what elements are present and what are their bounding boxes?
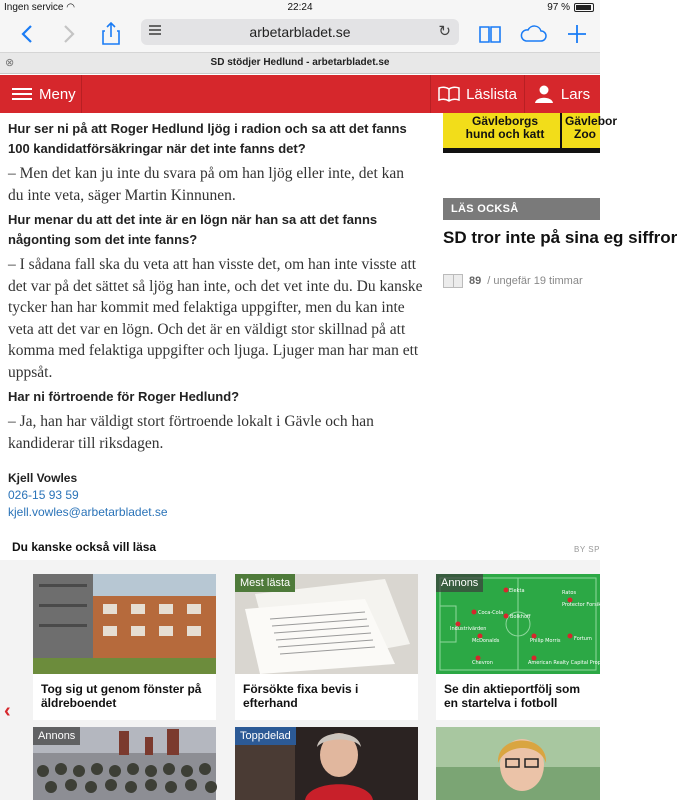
author-email[interactable]: kjell.vowles@arbetarbladet.se: [8, 505, 168, 519]
close-tab-icon[interactable]: ⊗: [5, 57, 15, 69]
read-also-meta: [443, 274, 600, 288]
recommendation-card[interactable]: [235, 574, 418, 720]
bookmarks-button[interactable]: [475, 20, 505, 48]
reader-icon[interactable]: [149, 25, 161, 37]
player-label: McDonalds: [472, 638, 500, 644]
player-label: Elekta: [509, 588, 525, 594]
player-label: Fortum: [574, 636, 592, 642]
recommendations-heading: Du kanske också vill läsa: [12, 540, 157, 554]
cloud-tabs-button[interactable]: [518, 20, 548, 48]
ad-divider: [560, 113, 562, 148]
plus-icon: [567, 24, 587, 44]
ad-text-right: Gävlebor Zoo: [565, 114, 618, 141]
site-header: [0, 75, 600, 113]
readlist-button[interactable]: [430, 75, 524, 113]
battery-percent: 97 %: [547, 2, 570, 13]
player-label: Chevron: [472, 660, 493, 666]
comments-icon: [443, 274, 463, 288]
card-tag: Annons: [436, 574, 483, 592]
book-icon: [478, 24, 502, 44]
share-button[interactable]: [96, 20, 126, 48]
tab-title[interactable]: SD stödjer Hedlund - arbetarbladet.se: [210, 57, 390, 68]
reload-icon[interactable]: ↻: [438, 23, 451, 40]
player-label: Industrivärden: [450, 626, 487, 632]
card-tag: Toppdelad: [235, 727, 296, 745]
player-label: American Realty Capital Properties: [528, 660, 616, 666]
forward-button[interactable]: [54, 20, 84, 48]
ad-text-left: Gävleborgs hund och katt: [465, 114, 545, 141]
card-caption: Se din aktieportfölj som en startelva i fotboll: [444, 682, 581, 710]
read-also-title[interactable]: SD tror inte på sina eg siffror: [443, 228, 677, 247]
recommendation-card[interactable]: [33, 574, 216, 720]
interview-answer: – Ja, han har väldigt stort förtroende lokalt i Gävle och han kandiderar till riksdagen.: [8, 413, 374, 452]
browser-toolbar: [0, 16, 600, 52]
interview-question: Har ni förtroende för Roger Hedlund?: [8, 389, 240, 404]
recommendation-card[interactable]: [33, 727, 216, 800]
player-label: Protector Forsikring: [562, 602, 611, 608]
sidebar-ad-banner[interactable]: [443, 113, 618, 153]
user-button[interactable]: [524, 75, 600, 113]
chevron-left-icon: [21, 24, 33, 44]
battery-icon: [574, 3, 594, 12]
back-button[interactable]: [12, 20, 42, 48]
clock: 22:24: [287, 2, 313, 13]
read-also-time: / ungefär 19 timmar: [487, 275, 583, 287]
user-label: Lars: [560, 85, 591, 103]
menu-label: Meny: [39, 85, 76, 103]
tab-title-bar: [0, 52, 600, 74]
author-name: Kjell Vowles: [8, 471, 78, 485]
menu-button[interactable]: [0, 75, 82, 113]
interview-question: Hur ser ni på att Roger Hedlund ljög i radion och sa att det fanns 100 kandidatförsäkringar när det inte fanns det?: [8, 121, 407, 156]
interview-answer: – Men det kan ju inte du svara på om han ljög eller inte, det kan du inte veta, säger Martin Kinnunen.: [8, 165, 404, 204]
address-bar[interactable]: [141, 19, 459, 45]
recommendation-card[interactable]: [235, 727, 418, 800]
player-label: Philip Morris: [530, 638, 561, 644]
recommendations-grid: [0, 560, 616, 800]
hamburger-icon: [12, 85, 32, 103]
carousel-prev-arrow[interactable]: ‹: [4, 700, 11, 722]
player-label: Bolkhoff: [510, 614, 531, 620]
author-phone[interactable]: 026-15 93 59: [8, 488, 79, 502]
read-also-count: 89: [469, 275, 482, 287]
carrier-text: Ingen service ◠: [4, 2, 75, 13]
recommendation-card[interactable]: [436, 727, 600, 800]
card-tag: Annons: [33, 727, 80, 745]
url-text: arbetarbladet.se: [249, 24, 351, 40]
open-book-icon: [438, 86, 460, 102]
article-body: [8, 113, 423, 454]
battery-indicator: [547, 2, 594, 13]
read-also-heading: LÄS OCKSÅ: [443, 198, 600, 220]
card-image-portrait: [436, 727, 600, 800]
cloud-icon: [519, 24, 547, 44]
share-icon: [101, 22, 121, 46]
player-label: Coca-Cola: [478, 610, 504, 616]
author-box: [8, 470, 168, 521]
status-bar: [0, 0, 600, 16]
new-tab-button[interactable]: [562, 20, 592, 48]
wifi-icon: ◠: [66, 2, 75, 13]
user-icon: [535, 85, 553, 103]
recommendation-card[interactable]: [436, 574, 616, 720]
card-caption: Tog sig ut genom fönster på äldreboendet: [41, 682, 202, 710]
card-image-building: [33, 574, 216, 674]
card-tag: Mest lästa: [235, 574, 295, 592]
card-caption: Försökte fixa bevis i efterhand: [243, 682, 359, 710]
interview-answer: – I sådana fall ska du veta att han visste det, om han inte visste att det var på det sättet så ljög han inte, och det vet inte du. Du kanske tycker han har kommit med felaktiga uppgifter, men du kan inte veta att det var en lögn. Och det är en väldigt stor skillnad på att komma med felaktiga uppgifter och ljuga. Ljuger man har man ett uppsåt.: [8, 256, 423, 381]
player-label: Ratos: [562, 590, 577, 596]
readlist-label: Läslista: [466, 85, 517, 103]
chevron-right-icon: [63, 24, 75, 44]
recommendations-provider: BY SP: [574, 545, 600, 554]
interview-question: Hur menar du att det inte är en lögn när han sa att det fanns någonting som det inte fanns?: [8, 212, 378, 247]
